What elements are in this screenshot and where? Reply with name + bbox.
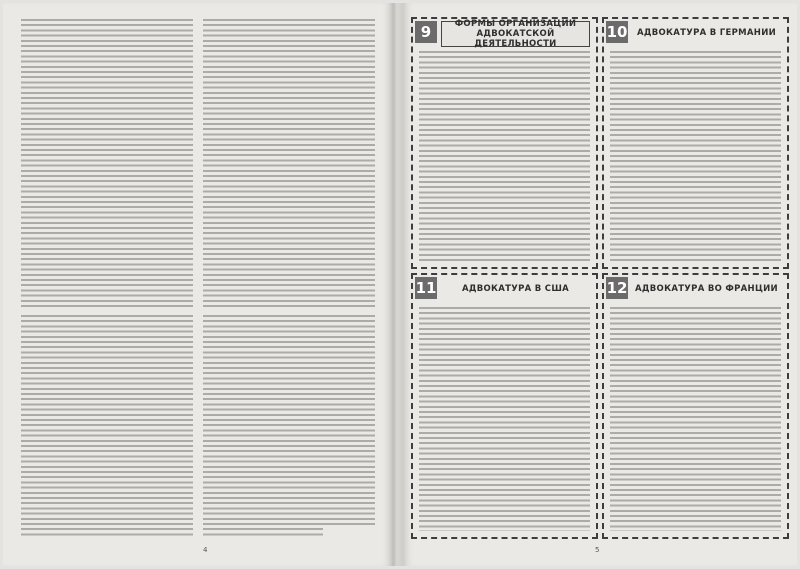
left-page-column-1-bottom: [21, 315, 193, 537]
section-11-number: 11: [415, 279, 437, 297]
book-gutter: [393, 3, 403, 566]
section-9-number: 9: [415, 21, 437, 43]
right-page-number: 5: [595, 546, 600, 554]
section-9: [411, 17, 598, 269]
section-12-title: АДВОКАТУРА ВО ФРАНЦИИ: [635, 284, 778, 294]
section-11-title: АДВОКАТУРА В США: [461, 284, 570, 294]
left-page-column-2-top: [203, 19, 375, 307]
section-10-text: [610, 51, 781, 261]
left-page-column-1-top: [21, 19, 193, 307]
section-9-text: [419, 51, 590, 261]
section-12: [602, 273, 789, 539]
section-11-text: [419, 307, 590, 531]
section-9-title: ФОРМЫ ОРГАНИЗАЦИИ АДВОКАТСКОЙ ДЕЯТЕЛЬНОСТИ: [441, 21, 590, 47]
section-12-number: 12: [606, 279, 628, 297]
section-12-text: [610, 307, 781, 531]
section-10: [602, 17, 789, 269]
section-10-number: 10: [606, 23, 628, 41]
section-11: [411, 273, 598, 539]
book-spread: [3, 3, 797, 566]
left-page: [3, 3, 393, 566]
section-10-title: АДВОКАТУРА В ГЕРМАНИИ: [636, 28, 777, 38]
left-page-number: 4: [203, 546, 208, 554]
right-page: [403, 3, 797, 566]
left-page-column-2-bottom: [203, 315, 375, 537]
